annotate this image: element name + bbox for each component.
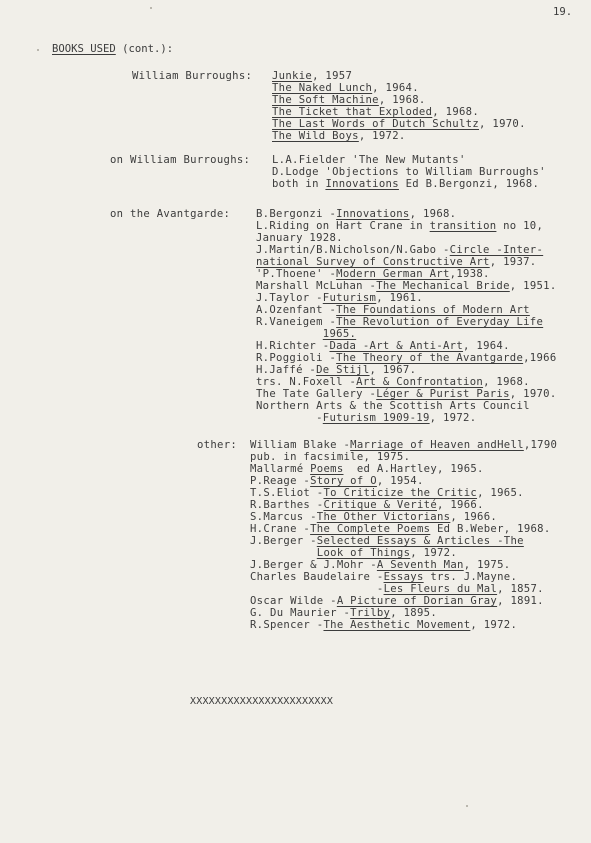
- book-title: Critique & Verité: [323, 499, 437, 511]
- entry-text: L.Riding on Hart Crane in: [256, 220, 430, 232]
- book-title: The Revolution of Everyday Life: [336, 316, 544, 328]
- entry-text: , 1972.: [429, 412, 477, 424]
- book-title: The Ticket that Exploded: [272, 106, 433, 118]
- bibliography-entry: [256, 280, 557, 292]
- entry-text: , 1895.: [390, 607, 437, 619]
- bibliography-entry: [256, 268, 490, 280]
- book-title: Junkie: [272, 70, 313, 82]
- entry-text: H.Richter -: [256, 340, 330, 352]
- book-title: Futurism 1909-19: [322, 412, 430, 424]
- bibliography-entry: [250, 487, 524, 499]
- entry-text: G. Du Maurier -: [250, 607, 351, 619]
- entry-text: J.Berger & J.Mohr -: [250, 559, 377, 571]
- entry-text: , 1970.: [479, 118, 526, 130]
- entry-text: R.Spencer -: [250, 619, 324, 631]
- bibliography-entry: [250, 535, 524, 547]
- entry-text: R.Barthes -: [250, 499, 324, 511]
- page-number: 19.: [553, 6, 573, 18]
- entry-text: B.Bergonzi -: [256, 208, 337, 220]
- bibliography-entry: [256, 256, 536, 268]
- section-divider: XXXXXXXXXXXXXXXXXXXXXXX: [190, 696, 334, 707]
- entry-text: Marshall McLuhan -: [256, 280, 377, 292]
- bibliography-entry: [250, 559, 510, 571]
- bibliography-entry: [256, 340, 510, 352]
- entry-text: [250, 547, 317, 559]
- entry-text: , 1954.: [376, 475, 424, 487]
- entry-text: , 1937.: [489, 256, 537, 268]
- bibliography-entry: [272, 70, 352, 82]
- book-title: Poems: [310, 463, 344, 475]
- entry-text: A.Ozenfant -: [256, 304, 337, 316]
- book-title: To Criticize the Critic: [323, 487, 478, 499]
- bibliography-entry: [250, 607, 437, 619]
- entry-text: S.Marcus -: [250, 511, 317, 523]
- entry-text: P.Reage -: [250, 475, 311, 487]
- heading-suffix: (cont.):: [115, 43, 174, 55]
- entry-text: J.Taylor -: [256, 292, 323, 304]
- book-title: Dada -Art & Anti-Art: [329, 340, 464, 352]
- book-title: The Mechanical Bride: [376, 280, 510, 292]
- bibliography-entry: [250, 619, 517, 631]
- bibliography-entry: [256, 412, 476, 424]
- entry-text: pub. in facsimile, 1975.: [250, 451, 411, 463]
- book-title: 1965.: [322, 328, 357, 340]
- section-label-on-burroughs: on William Burroughs:: [110, 154, 251, 166]
- entry-text: ed A.Hartley, 1965.: [343, 463, 484, 475]
- entry-text: January 1928.: [256, 232, 343, 244]
- bibliography-entry: [272, 130, 406, 142]
- entry-text: Mallarmé: [250, 463, 311, 475]
- entry-text: Northern Arts & the Scottish Arts Council: [256, 400, 530, 412]
- entry-text: , 1968.: [409, 208, 457, 220]
- entry-text: , 1970.: [509, 388, 557, 400]
- book-title: The Naked Lunch: [272, 82, 373, 94]
- entry-text: T.S.Eliot -: [250, 487, 324, 499]
- bibliography-entry: [250, 523, 551, 535]
- book-title: Léger & Purist Paris: [376, 388, 510, 400]
- entry-text: Charles Baudelaire -: [250, 571, 384, 583]
- bibliography-entry: [250, 499, 484, 511]
- entry-text: ,1966: [523, 352, 557, 364]
- book-title: The Foundations of Modern Art: [336, 304, 530, 316]
- book-title: Trilby: [350, 607, 391, 619]
- bibliography-entry: [256, 388, 557, 400]
- bibliography-entry: [272, 82, 419, 94]
- bibliography-entry: [250, 439, 557, 451]
- book-title: Innovations: [325, 178, 399, 190]
- bibliography-entry: [250, 583, 544, 595]
- bibliography-entry: [256, 376, 530, 388]
- section-label-burroughs: William Burroughs:: [132, 70, 253, 82]
- entry-text: 'P.Thoene' -: [256, 268, 337, 280]
- book-title: Marriage of Heaven andHell: [350, 439, 524, 451]
- heading-title: BOOKS USED: [52, 43, 116, 55]
- bibliography-entry: [250, 547, 457, 559]
- book-title: The Other Victorians: [316, 511, 451, 523]
- book-title: Modern German Art: [336, 268, 450, 280]
- bibliography-entry: [256, 232, 343, 244]
- bibliography-entry: [250, 451, 410, 463]
- bibliography-entry: [256, 352, 557, 364]
- entry-text: , 1891.: [497, 595, 544, 607]
- book-title: national Survey of Constructive Art: [256, 256, 490, 268]
- book-title: transition: [429, 220, 497, 232]
- bibliography-entry: [256, 220, 543, 232]
- entry-text: , 1966.: [437, 499, 484, 511]
- bibliography-entry: [256, 304, 530, 316]
- bibliography-entry: [250, 463, 484, 475]
- bibliography-entry: [250, 475, 424, 487]
- entry-text: , 1972.: [470, 619, 518, 631]
- entry-text: ,1790: [523, 439, 558, 451]
- entry-text: , 1968.: [432, 106, 480, 118]
- entry-text: , 1951.: [509, 280, 557, 292]
- book-title: The Aesthetic Movement: [323, 619, 471, 631]
- book-title: De Stijl: [316, 364, 370, 376]
- bibliography-entry: [256, 400, 530, 412]
- book-title: The Last Words of Dutch Schultz: [272, 118, 480, 130]
- entry-text: no 10,: [496, 220, 544, 232]
- on-burroughs-line: D.Lodge 'Objections to William Burroughs': [272, 166, 546, 178]
- book-title: Story of O: [310, 475, 377, 487]
- entry-text: , 1972.: [358, 130, 406, 142]
- bibliography-entry: [256, 364, 416, 376]
- entry-text: , 1966.: [450, 511, 498, 523]
- book-title: Essays: [383, 571, 424, 583]
- book-title: A Picture of Dorian Gray: [336, 595, 498, 607]
- entry-text: trs. N.Foxell -: [256, 376, 357, 388]
- entry-text: , 1968.: [378, 94, 426, 106]
- bibliography-entry: [256, 244, 543, 256]
- bibliography-entry: [250, 511, 497, 523]
- entry-text: J.Martin/B.Nicholson/N.Gabo -: [256, 244, 450, 256]
- entry-text: -: [250, 583, 384, 595]
- entry-text: , 1967.: [369, 364, 417, 376]
- paper-speck: [37, 49, 39, 51]
- entry-text: H.Crane -: [250, 523, 311, 535]
- entry-text: J.Berger -: [250, 535, 317, 547]
- entry-text: , 1857.: [497, 583, 544, 595]
- section-label-other: other:: [197, 439, 238, 451]
- paper-speck: [466, 805, 468, 807]
- book-title: Art & Confrontation: [356, 376, 484, 388]
- book-title: Innovations: [336, 208, 410, 220]
- bibliography-entry: [256, 208, 456, 220]
- on-burroughs-line: L.A.Fielder 'The New Mutants': [272, 154, 466, 166]
- book-title: Look of Things: [316, 547, 411, 559]
- entry-text: , 1965.: [477, 487, 524, 499]
- entry-text: Ed B.Weber, 1968.: [430, 523, 551, 535]
- book-title: The Complete Poems: [310, 523, 431, 535]
- entry-text: ,1938.: [449, 268, 490, 280]
- bibliography-entry: [250, 571, 517, 583]
- entry-text: , 1968.: [483, 376, 530, 388]
- book-title: Circle -Inter-: [449, 244, 544, 256]
- bibliography-entry: [272, 94, 426, 106]
- entry-text: , 1975.: [463, 559, 511, 571]
- section-label-avantgarde: on the Avantgarde:: [110, 208, 231, 220]
- book-title: Les Fleurs du Mal: [383, 583, 498, 595]
- book-title: Selected Essays & Articles -The: [316, 535, 524, 547]
- bibliography-entry: [272, 118, 526, 130]
- page-heading: [52, 43, 173, 55]
- book-title: The Theory of the Avantgarde: [336, 352, 524, 364]
- book-title: The Soft Machine: [272, 94, 379, 106]
- on-burroughs-line: [272, 178, 539, 190]
- entry-text: [256, 328, 323, 340]
- entry-text: H.Jaffé -: [256, 364, 317, 376]
- line-text: Ed B.Bergonzi, 1968.: [398, 178, 540, 190]
- entry-text: R.Poggioli -: [256, 352, 337, 364]
- entry-text: , 1957: [312, 70, 353, 82]
- entry-text: , 1964.: [463, 340, 510, 352]
- paper-speck: [150, 7, 152, 9]
- entry-text: R.Vaneigem -: [256, 316, 337, 328]
- entry-text: , 1964.: [372, 82, 419, 94]
- book-title: The Wild Boys: [272, 130, 359, 142]
- bibliography-entry: [250, 595, 544, 607]
- bibliography-entry: [256, 316, 543, 328]
- entry-text: -: [256, 412, 323, 424]
- entry-text: William Blake -: [250, 439, 351, 451]
- book-title: Futurism: [322, 292, 377, 304]
- line-text: both in: [272, 178, 326, 190]
- bibliography-entry: [272, 106, 479, 118]
- book-title: A Seventh Man: [376, 559, 464, 571]
- entry-text: , 1972.: [410, 547, 458, 559]
- entry-text: , 1961.: [376, 292, 423, 304]
- bibliography-entry: [256, 328, 356, 340]
- entry-text: Oscar Wilde -: [250, 595, 337, 607]
- entry-text: trs. J.Mayne.: [423, 571, 518, 583]
- entry-text: The Tate Gallery -: [256, 388, 377, 400]
- bibliography-entry: [256, 292, 423, 304]
